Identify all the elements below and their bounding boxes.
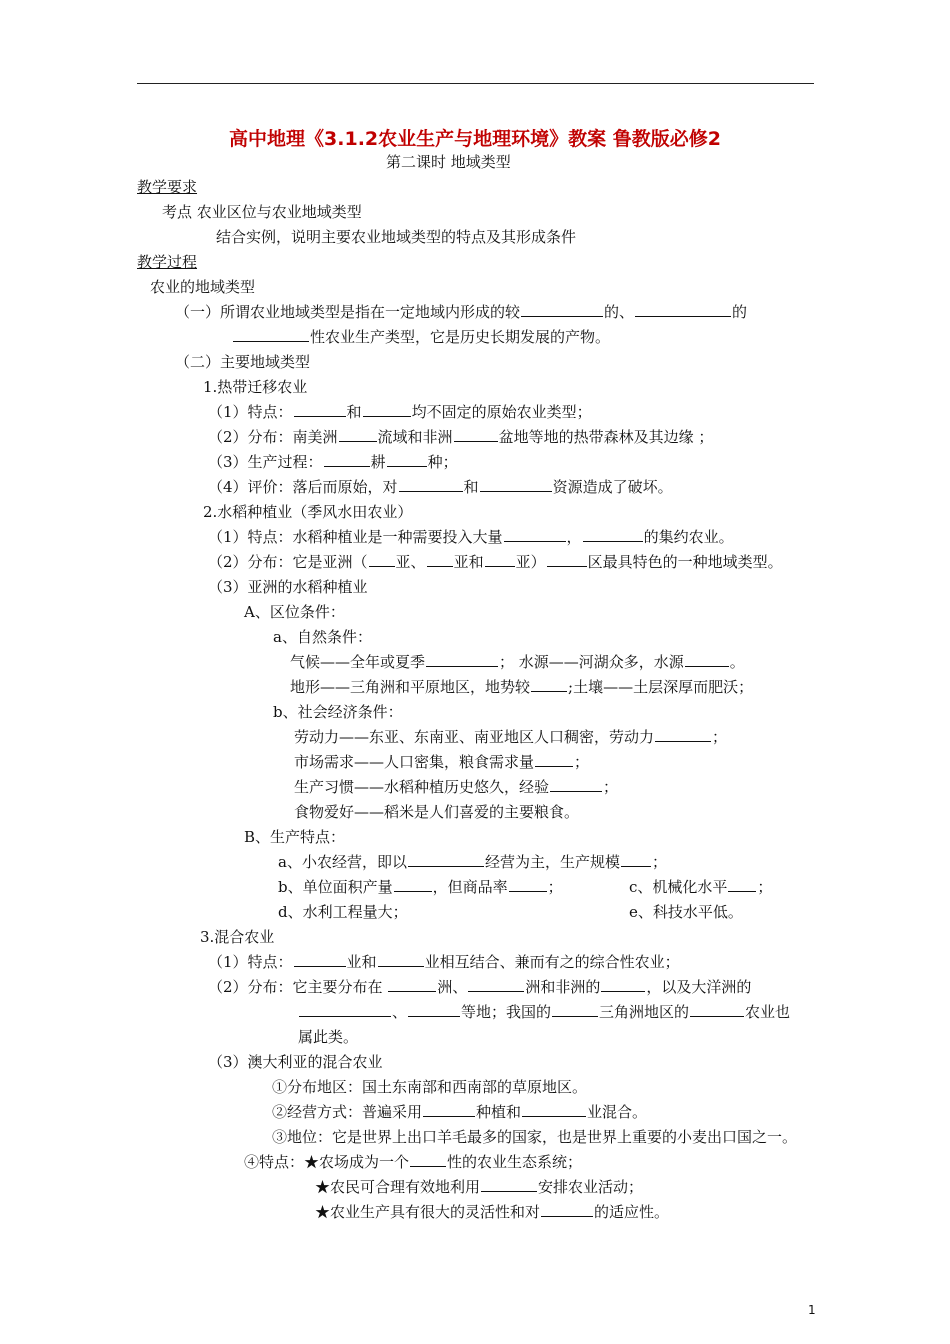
lesson-subtitle: 第二课时 地域类型 — [386, 153, 511, 171]
definition-line-1: （一）所谓农业地域类型是指在一定地域内形成的较 的、 的 — [175, 303, 748, 321]
type-1-distribution: （2）分布：南美洲 流域和非洲 盆地等地的热带森林及其边缘 ； — [208, 428, 714, 446]
type-1-process: （3）生产过程： 耕 种； — [208, 453, 458, 471]
type-2-feature: （1）特点：水稻种植业是一种需要投入大量 ， 的集约农业。 — [208, 528, 734, 546]
fill-blank[interactable] — [601, 977, 645, 992]
fill-blank[interactable] — [690, 1002, 744, 1017]
socioeconomic-conditions: b、社会经济条件： — [273, 703, 403, 721]
terrain-soil: 地形——三角洲和平原地区，地势较 ;土壤——土层深厚而肥沃； — [290, 678, 754, 696]
fill-blank[interactable] — [454, 427, 498, 442]
fill-blank[interactable] — [635, 302, 731, 317]
type-2-title: 2.水稻种植业（季风水田农业） — [203, 503, 413, 521]
type-3-feature: （1）特点： 业和 业相互结合、兼而有之的综合性农业； — [208, 953, 680, 971]
asia-rice-heading: （3）亚洲的水稻种植业 — [208, 578, 368, 596]
production-features: B、生产特点： — [244, 828, 346, 846]
fill-blank[interactable] — [399, 477, 463, 492]
fill-blank[interactable] — [504, 527, 566, 542]
fill-blank[interactable] — [294, 952, 346, 967]
type-1-title: 1.热带迁移农业 — [203, 378, 308, 396]
page-number: 1 — [808, 1303, 816, 1317]
topic-title: 农业的地域类型 — [150, 278, 256, 296]
market-demand: 市场需求——人口密集，粮食需求量 ； — [294, 753, 590, 771]
fill-blank[interactable] — [394, 877, 432, 892]
fill-blank[interactable] — [426, 652, 498, 667]
section-heading-process: 教学过程 — [137, 253, 198, 271]
fill-blank[interactable] — [410, 1152, 446, 1167]
type-3-title: 3.混合农业 — [200, 928, 275, 946]
document-title: 高中地理《3.1.2农业生产与地理环境》教案 鲁教版必修2 — [229, 128, 721, 150]
fill-blank[interactable] — [547, 552, 587, 567]
fill-blank[interactable] — [509, 877, 547, 892]
fill-blank[interactable] — [387, 452, 427, 467]
main-types-heading: （二）主要地域类型 — [175, 353, 311, 371]
fill-blank[interactable] — [233, 327, 309, 342]
fill-blank[interactable] — [427, 552, 453, 567]
fill-blank[interactable] — [481, 1177, 537, 1192]
food-preference: 食物爱好——稻米是人们喜爱的主要粮食。 — [294, 803, 580, 821]
fill-blank[interactable] — [655, 727, 711, 742]
fill-blank[interactable] — [728, 877, 756, 892]
feature-e: e、科技水平低。 — [629, 903, 743, 921]
feature-b: b、单位面积产量 ，但商品率 ； — [278, 878, 563, 896]
fill-blank[interactable] — [522, 1102, 586, 1117]
type-1-evaluation: （4）评价：落后而原始，对 和 资源造成了破坏。 — [208, 478, 673, 496]
natural-conditions: a、自然条件： — [273, 628, 372, 646]
header-rule — [137, 83, 814, 84]
fill-blank[interactable] — [408, 852, 484, 867]
fill-blank[interactable] — [521, 302, 603, 317]
fill-blank[interactable] — [583, 527, 643, 542]
exam-point: 考点 农业区位与农业地域类型 — [162, 203, 362, 221]
fill-blank[interactable] — [541, 1202, 593, 1217]
fill-blank[interactable] — [621, 852, 651, 867]
fill-blank[interactable] — [535, 752, 573, 767]
australia-region: ①分布地区：国土东南部和西南部的草原地区。 — [272, 1078, 588, 1096]
fill-blank[interactable] — [324, 452, 370, 467]
fill-blank[interactable] — [685, 652, 729, 667]
australia-feature-2: ★农民可合理有效地利用 安排农业活动； — [315, 1178, 644, 1196]
fill-blank[interactable] — [468, 977, 524, 992]
fill-blank[interactable] — [552, 1002, 598, 1017]
exam-point-detail: 结合实例，说明主要农业地域类型的特点及其形成条件 — [216, 228, 577, 246]
australia-heading: （3）澳大利亚的混合农业 — [208, 1053, 383, 1071]
australia-feature-3: ★农业生产具有很大的灵活性和对 的适应性。 — [315, 1203, 670, 1221]
fill-blank[interactable] — [388, 977, 436, 992]
labor-force: 劳动力——东亚、东南亚、南亚地区人口稠密，劳动力 ； — [294, 728, 728, 746]
production-habit: 生产习惯——水稻种植历史悠久，经验 ； — [294, 778, 619, 796]
australia-status: ③地位：它是世界上出口羊毛最多的国家，也是世界上重要的小麦出口国之一。 — [272, 1128, 798, 1146]
fill-blank[interactable] — [423, 1102, 475, 1117]
feature-c: c、机械化水平 ； — [629, 878, 773, 896]
feature-d: d、水利工程量大； — [278, 903, 408, 921]
fill-blank[interactable] — [369, 552, 395, 567]
type-3-distribution-2: 、 等地；我国的 三角洲地区的 农业也 — [298, 1002, 790, 1022]
australia-feature-1: ④特点：★农场成为一个 性的农业生态系统； — [244, 1153, 583, 1171]
type-3-distribution-3: 属此类。 — [298, 1028, 359, 1046]
fill-blank[interactable] — [480, 477, 552, 492]
fill-blank[interactable] — [485, 552, 515, 567]
section-heading-requirements: 教学要求 — [137, 178, 198, 196]
type-1-feature: （1）特点： 和 均不固定的原始农业类型； — [208, 403, 592, 421]
fill-blank[interactable] — [408, 1002, 460, 1017]
type-3-distribution-1: （2）分布：它主要分布在 洲、 洲和非洲的 ，以及大洋洲的 — [208, 978, 752, 996]
fill-blank[interactable] — [550, 777, 602, 792]
australia-operation: ②经营方式：普遍采用 种植和 业混合。 — [272, 1103, 648, 1121]
fill-blank[interactable] — [378, 952, 424, 967]
fill-blank[interactable] — [339, 427, 377, 442]
definition-line-2: 性农业生产类型，它是历史长期发展的产物。 — [232, 327, 610, 347]
type-2-distribution: （2）分布：它是亚洲（ 亚、 亚和 亚） 区最具特色的一种地域类型。 — [208, 553, 783, 571]
fill-blank[interactable] — [299, 1002, 391, 1017]
location-conditions: A、区位条件： — [244, 603, 345, 621]
feature-a: a、小农经营，即以 经营为主，生产规模 ； — [278, 853, 667, 871]
climate-water: 气候——全年或夏季 ； 水源——河湖众多，水源 。 — [290, 653, 745, 671]
fill-blank[interactable] — [294, 402, 346, 417]
fill-blank[interactable] — [531, 677, 567, 692]
fill-blank[interactable] — [363, 402, 411, 417]
